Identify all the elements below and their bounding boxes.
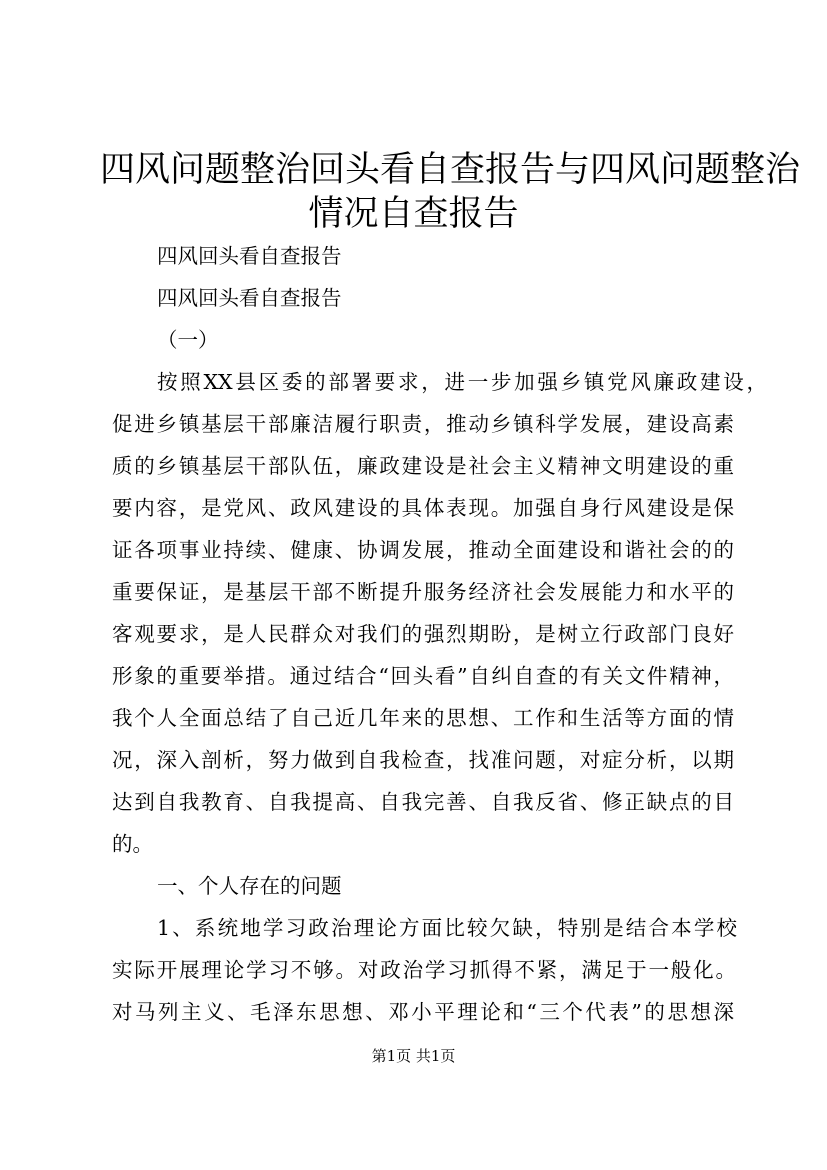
paragraph-line: 的。	[112, 832, 153, 856]
paragraph-line: 按照XX县区委的部署要求，进一步加强乡镇党风廉政建设，	[157, 370, 767, 394]
paragraph-line: 质的乡镇基层干部队伍，廉政建设是社会主义精神文明建设的重	[112, 454, 734, 478]
page-footer: 第1页 共1页	[371, 1047, 456, 1065]
paragraph-line: 1、系统地学习政治理论方面比较欠缺，特别是结合本学校	[157, 916, 737, 940]
paragraph-line: 我个人全面总结了自己近几年来的思想、工作和生活等方面的情	[112, 706, 734, 730]
paragraph-line: 形象的重要举措。通过结合“回头看”自纠自查的有关文件精神，	[112, 664, 734, 688]
paragraph-line: 要内容，是党风、政风建设的具体表现。加强自身行风建设是保	[112, 496, 734, 520]
paragraph-line: 况，深入剖析，努力做到自我检查，找准问题，对症分析，以期	[112, 748, 734, 772]
paragraph-line: 重要保证，是基层干部不断提升服务经济社会发展能力和水平的	[112, 580, 734, 604]
section-heading: 一、个人存在的问题	[157, 874, 342, 898]
section-number: （一）	[157, 328, 219, 352]
subtitle-line: 四风回头看自查报告	[157, 286, 342, 310]
paragraph-line: 证各项事业持续、健康、协调发展，推动全面建设和谐社会的的	[112, 538, 734, 562]
paragraph-line: 达到自我教育、自我提高、自我完善、自我反省、修正缺点的目	[112, 790, 734, 814]
paragraph-line: 促进乡镇基层干部廉洁履行职责，推动乡镇科学发展，建设高素	[112, 412, 734, 436]
document-title-line-1: 四风问题整治回头看自查报告与四风问题整治	[100, 150, 801, 190]
paragraph-line: 实际开展理论学习不够。对政治学习抓得不紧，满足于一般化。	[112, 958, 736, 982]
paragraph-line: 对马列主义、毛泽东思想、邓小平理论和“三个代表”的思想深	[112, 1000, 734, 1024]
paragraph-line: 客观要求，是人民群众对我们的强烈期盼，是树立行政部门良好	[112, 622, 734, 646]
subtitle-line: 四风回头看自查报告	[157, 244, 342, 268]
document-title-line-2: 情况自查报告	[308, 194, 519, 234]
